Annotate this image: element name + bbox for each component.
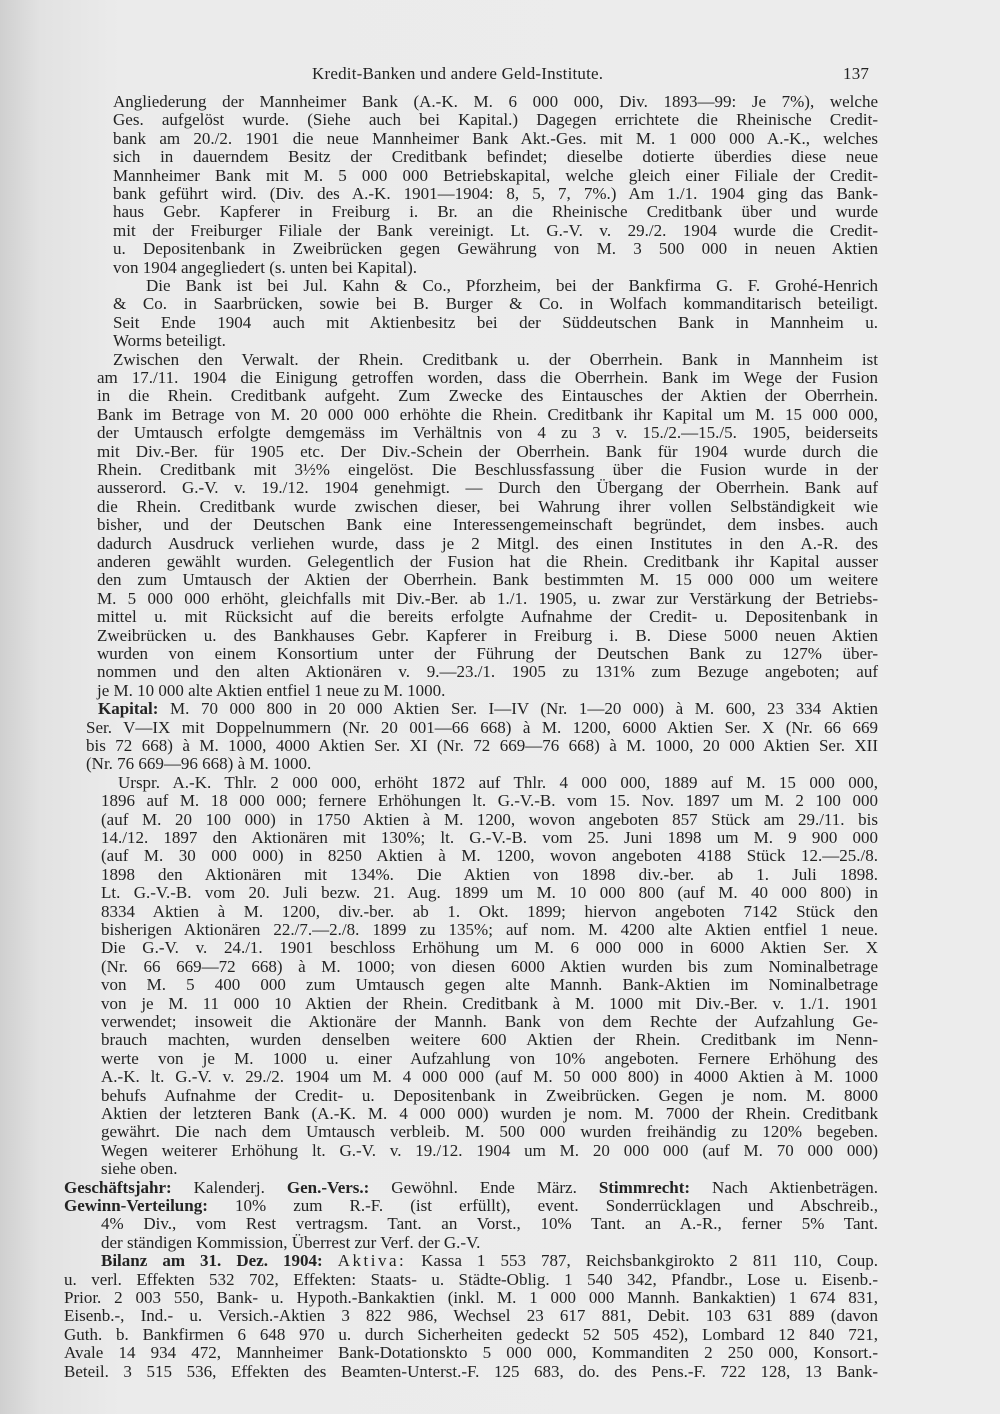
text-line xyxy=(86,737,878,755)
text-segment: nommen und den alten Aktionären v. 9.—23./1. 1905 zu 131% zum Bezuge angeboten; auf xyxy=(97,662,878,682)
text-segment: am 17./11. 1904 die Einigung getroffen worden, dass die Oberrhein. Bank im Wege der Fusion xyxy=(97,368,878,387)
text-line xyxy=(101,1031,878,1049)
text-segment: Ges. aufgelöst wurde. (Siehe auch bei Kapital.) Dagegen errichtete die Rheinische Credit- xyxy=(113,110,878,130)
text-line xyxy=(101,811,878,829)
text-line xyxy=(118,774,878,792)
text-line xyxy=(101,1142,878,1160)
text-segment: Die Bank ist bei Jul. Kahn & Co., Pforzheim, bei der Bankfirma G. F. Grohé-Henrich xyxy=(146,276,878,295)
text-segment: Bank im Betrage von M. 20 000 000 erhöhte die Rhein. Creditbank ihr Kapital um M. 15 000 000, xyxy=(97,404,878,424)
text-line xyxy=(101,1013,878,1031)
text-line xyxy=(86,755,878,773)
text-line xyxy=(97,443,878,461)
text-segment: 14./12. 1897 den Aktionären mit 130%; lt. G.-V.-B. vom 25. Juni 1898 um M. 9 900 000 xyxy=(101,828,878,847)
text-segment: M. 70 000 800 in 20 000 Aktien Ser. I—IV (Nr. 1—20 000) à M. 600, 23 334 Aktien xyxy=(158,699,878,719)
text-line xyxy=(101,1252,878,1270)
text-segment: M. 5 000 000 erhöht, gleichfalls mit Div.-Ber. ab 1./1. 1905, u. zwar zur Verstärkung der Betriebs- xyxy=(97,588,878,608)
text-segment: Die G.-V. v. 24./1. 1901 beschloss Erhöhung um M. 6 000 000 in 6000 Aktien Ser. X xyxy=(101,938,878,958)
text-line xyxy=(97,553,878,571)
text-segment: Ser. V—IX mit Doppelnummern (Nr. 20 001—66 668) à M. 1200, 6000 Aktien Ser. X (Nr. 66 669 xyxy=(86,717,878,737)
text-segment: der ständigen Kommission, Überrest zur Verf. der G.-V. xyxy=(101,1232,481,1252)
running-header-title: Kredit-Banken und andere Geld-Institute. xyxy=(312,64,604,83)
text-segment: Nach Aktienbeträgen. xyxy=(690,1177,878,1197)
text-segment: sich in dauerndem Besitz der Creditbank befindet; dieselbe dotierte überdies diese neue xyxy=(113,147,878,167)
text-line xyxy=(113,148,878,166)
text-line xyxy=(101,1160,878,1178)
text-line xyxy=(101,792,878,810)
text-segment: u. Depositenbank in Zweibrücken gegen Gewährung von M. 3 500 000 in neuen Aktien xyxy=(113,239,878,259)
text-segment: Guth. b. Bankfirmen 6 648 970 u. durch Sicherheiten gedeckt 52 505 452), Lombard 12 840 721, xyxy=(64,1324,878,1344)
text-segment: behufs Aufnahme der Credit- u. Depositenbank in Zweibrücken. Gegen je nom. M. 8000 xyxy=(101,1085,878,1105)
text-segment: siehe oben. xyxy=(101,1159,178,1179)
text-segment: Avale 14 934 472, Mannheimer Bank-Dotationskto 5 000 000, Kommanditen 2 250 000, Konsort.- xyxy=(64,1343,878,1363)
text-line xyxy=(64,1179,878,1197)
text-line xyxy=(113,130,878,148)
section-label: Kapital: xyxy=(98,699,159,719)
text-line xyxy=(101,1105,878,1123)
text-segment: 1896 auf M. 18 000 000; fernere Erhöhungen lt. G.-V.-B. vom 15. Nov. 1897 um M. 2 100 000 xyxy=(101,791,878,811)
text-segment: bank geführt wird. (Div. des A.-K. 1901—1904: 8, 5, 7, 7%.) Am 1./1. 1904 ging das Bank- xyxy=(113,184,878,203)
text-segment: wurden von einem Konsortium unter der Führung der Deutschen Bank zu 127% über- xyxy=(97,644,878,663)
text-segment: 4% Div., vom Rest vertragsm. Tant. an Vorst., 10% Tant. an A.-R., ferner 5% Tant. xyxy=(101,1214,878,1234)
text-line xyxy=(146,277,878,295)
text-line xyxy=(113,295,878,313)
text-line xyxy=(101,829,878,847)
section-label: Bilanz am 31. Dez. 1904: xyxy=(101,1251,323,1271)
text-segment: werte von je M. 1000 u. einer Aufzahlung von 10% angeboten. Fernere Erhöhung des xyxy=(101,1048,878,1068)
text-line xyxy=(101,1215,878,1233)
text-segment: Urspr. A.-K. Thlr. 2 000 000, erhöht 1872 auf Thlr. 4 000 000, 1889 auf M. 15 000 000, xyxy=(118,772,878,792)
text-segment: Aktien der letzteren Bank (A.-K. M. 4 000 000) wurden je nom. M. 7000 der Rhein. Creditbank xyxy=(101,1104,878,1123)
text-segment: dadurch Ausdruck verliehen wurde, dass je 2 Mitgl. des einen Institutes in den A.-R. des xyxy=(97,533,878,553)
text-line xyxy=(101,884,878,902)
text-line xyxy=(97,590,878,608)
text-segment: mittel u. mit Rücksicht auf die bereits erfolgte Aufnahme der Credit- u. Depositenbank in xyxy=(97,607,878,627)
text-line xyxy=(64,1289,878,1307)
text-line xyxy=(97,424,878,442)
text-segment: (Nr. 76 669—96 668) à M. 1000. xyxy=(86,754,312,774)
text-line xyxy=(113,167,878,185)
text-line xyxy=(113,185,878,203)
text-segment: Mannheimer Bank mit M. 5 000 000 Betriebskapital, welche gleich einer Filiale der Credit- xyxy=(113,165,878,185)
text-line xyxy=(101,995,878,1013)
text-line xyxy=(101,958,878,976)
text-line xyxy=(64,1363,878,1381)
text-segment: von 1904 angegliedert (s. unten bei Kapital). xyxy=(113,257,418,277)
text-line xyxy=(113,240,878,258)
text-line xyxy=(97,387,878,405)
text-line xyxy=(101,1050,878,1068)
text-segment: bisherigen Aktionären 22./7.—2./8. 1899 zu 135%; auf nom. M. 4200 alte Aktien entfiel 1 neue. xyxy=(101,920,878,939)
text-segment: haus Gebr. Kapferer in Freiburg i. Br. an die Rheinische Creditbank über und wurde xyxy=(113,202,878,222)
text-segment: bank am 20./2. 1901 die neue Mannheimer Bank Akt.-Ges. mit M. 1 000 000 A.-K., welches xyxy=(113,128,878,148)
text-line xyxy=(97,516,878,534)
text-segment: mit der Freiburger Filiale der Bank vereinigt. Lt. G.-V. v. 29./2. 1904 wurde die Credit- xyxy=(113,220,878,240)
text-line xyxy=(101,903,878,921)
text-line xyxy=(113,351,878,369)
text-segment: Angliederung der Mannheimer Bank (A.-K. M. 6 000 000, Div. 1893—99: Je 7%), welche xyxy=(113,92,878,111)
text-segment: der Umtausch erfolgte demgemäss im Verhältnis von 4 zu 3 v. 15./2.—15./5. 1905, beiderseits xyxy=(97,423,878,443)
text-line xyxy=(97,406,878,424)
text-segment: verwendet; insoweit die Aktionäre der Mannh. Bank von dem Rechte der Aufzahlung Ge- xyxy=(101,1012,878,1031)
text-line xyxy=(64,1197,878,1215)
text-segment: Beteil. 3 515 536, Effekten des Beamten-Unterst.-F. 125 683, do. des Pens.-F. 722 128, 13 Bank- xyxy=(64,1361,878,1381)
text-segment: von M. 5 400 000 zum Umtausch gegen alte Mannh. Bank-Aktien im Nominalbetrage xyxy=(101,975,878,995)
text-line xyxy=(64,1326,878,1344)
text-segment: Rhein. Creditbank mit 3½% eingelöst. Die Beschlussfassung über die Fusion wurde in der xyxy=(97,460,878,479)
text-line xyxy=(101,866,878,884)
text-line xyxy=(113,222,878,240)
text-line xyxy=(97,535,878,553)
text-line xyxy=(97,479,878,497)
text-segment: den zum Umtausch der Aktien der Oberrhein. Bank bestimmten M. 15 000 000 um weitere xyxy=(97,570,878,590)
text-segment: Zweibrücken u. des Bankhauses Gebr. Kapferer in Freiburg i. B. Diese 5000 neuen Aktien xyxy=(97,625,878,645)
text-line xyxy=(113,259,878,277)
text-line xyxy=(64,1344,878,1362)
section-label: Gewinn-Verteilung: xyxy=(64,1196,208,1215)
text-segment: Prior. 2 003 550, Bank- u. Hypoth.-Bankaktien (inkl. M. 1 000 000 Mannh. Bankaktien) 1 674 831, xyxy=(64,1288,878,1307)
text-line xyxy=(101,939,878,957)
text-line xyxy=(101,1234,878,1252)
text-line xyxy=(113,93,878,111)
text-segment: u. verl. Effekten 532 702, Effekten: Staats- u. Städte-Oblig. 1 540 342, Pfandbr., Lose u. Eisenb.- xyxy=(64,1269,878,1289)
text-line xyxy=(97,571,878,589)
text-line xyxy=(101,976,878,994)
text-line xyxy=(113,332,878,350)
text-segment: (Nr. 66 669—72 668) à M. 1000; von diesen 6000 Aktien wurden bis zum Nominalbetrage xyxy=(101,956,878,976)
text-segment: 10% zum R.-F. (ist erfüllt), event. Sonderrücklagen und Abschreib., xyxy=(207,1196,878,1215)
text-segment: bisher, und der Deutschen Bank eine Interessengemeinschaft begründet, dem insbes. auch xyxy=(97,515,878,535)
text-segment: Kalenderj. xyxy=(171,1177,287,1197)
text-line xyxy=(64,1271,878,1289)
text-segment: anderen gewählt wurden. Gelegentlich der Fusion hat die Rhein. Creditbank ihr Kapital ausser xyxy=(97,552,878,571)
text-segment: Lt. G.-V.-B. vom 20. Juli bezw. 21. Aug. 1899 um M. 10 000 800 (auf M. 40 000 800) in xyxy=(101,883,878,903)
text-line xyxy=(64,1307,878,1325)
text-line xyxy=(97,627,878,645)
text-line xyxy=(101,847,878,865)
text-line xyxy=(86,719,878,737)
spaced-label: Aktiva: xyxy=(337,1251,407,1271)
section-label: Stimmrecht: xyxy=(598,1177,691,1197)
text-segment: Eisenb.-, Ind.- u. Versich.-Aktien 3 822 986, Wechsel 23 617 881, Debit. 103 631 889 (davon xyxy=(64,1306,878,1326)
text-segment: je M. 10 000 alte Aktien entfiel 1 neue zu M. 1000. xyxy=(97,680,446,700)
text-line xyxy=(97,461,878,479)
text-segment: 1898 den Aktionären mit 134%. Die Aktien von 1898 div.-ber. ab 1. Juli 1898. xyxy=(101,864,878,884)
text-segment: Seit Ende 1904 auch mit Aktienbesitz bei der Süddeutschen Bank in Mannheim u. xyxy=(113,312,878,332)
text-line xyxy=(97,498,878,516)
text-segment: A.-K. lt. G.-V. v. 29./2. 1904 um M. 4 000 000 (auf M. 50 000 800) in 4000 Aktien à M. 1000 xyxy=(101,1067,878,1087)
text-segment: von je M. 11 000 10 Aktien der Rhein. Creditbank à M. 1000 mit Div.-Ber. v. 1./1. 1901 xyxy=(101,993,878,1013)
page-number: 137 xyxy=(843,64,870,83)
text-line xyxy=(113,203,878,221)
text-segment: (auf M. 30 000 000) in 8250 Aktien à M. 1200, wovon angeboten 4188 Stück 12.—25./8. xyxy=(101,846,878,866)
text-segment: (auf M. 20 100 000) in 1750 Aktien à M. 1200, wovon angeboten 857 Stück am 29./11. bis xyxy=(101,809,878,829)
text-segment: mit Div.-Ber. für 1905 etc. Der Div.-Schein der Oberrhein. Bank für 1904 wurde durch die xyxy=(97,441,878,461)
text-segment: Zwischen den Verwalt. der Rhein. Creditbank u. der Oberrhein. Bank in Mannheim ist xyxy=(113,349,878,369)
text-segment xyxy=(323,1251,338,1270)
text-line xyxy=(101,1087,878,1105)
text-line xyxy=(113,314,878,332)
text-segment: die Rhein. Creditbank wurde zwischen dieser, bei Wahrung ihrer vollen Selbständigkeit wie xyxy=(97,496,878,516)
text-segment: Kassa 1 553 787, Reichsbankgirokto 2 811 110, Coup. xyxy=(406,1251,878,1271)
text-segment: ausserord. G.-V. v. 19./12. 1904 genehmigt. — Durch den Übergang der Oberrhein. Bank auf xyxy=(97,478,878,498)
text-segment: bis 72 668) à M. 1000, 4000 Aktien Ser. XI (Nr. 72 669—76 668) à M. 1000, 20 000 Aktien Ser. XII xyxy=(86,736,878,755)
text-segment: Worms beteiligt. xyxy=(113,331,226,351)
text-line xyxy=(97,682,878,700)
text-line xyxy=(97,645,878,663)
text-line xyxy=(98,700,878,718)
text-segment: Gewöhnl. Ende März. xyxy=(369,1177,599,1197)
text-line xyxy=(101,1068,878,1086)
text-segment: 8334 Aktien à M. 1200, div.-ber. ab 1. Okt. 1899; hiervon angeboten 7142 Stück den xyxy=(101,901,878,921)
text-line xyxy=(97,663,878,681)
section-label: Gen.-Vers.: xyxy=(286,1177,370,1197)
text-line xyxy=(101,1123,878,1141)
text-segment: in die Rhein. Creditbank aufgeht. Zum Zwecke des Eintausches der Aktien der Oberrhein. xyxy=(97,386,878,406)
section-label: Geschäftsjahr: xyxy=(64,1177,172,1197)
text-line xyxy=(113,111,878,129)
text-line xyxy=(97,369,878,387)
text-segment: brauch machten, wurden denselben weitere 600 Aktien der Rhein. Creditbank im Nenn- xyxy=(101,1030,878,1050)
text-segment: Wegen weiterer Erhöhung lt. G.-V. v. 19./12. 1904 um M. 20 000 000 (auf M. 70 000 000) xyxy=(101,1140,878,1160)
text-line xyxy=(97,608,878,626)
text-segment: gewährt. Die nach dem Umtausch verbleib. M. 500 000 wurden freihändig zu 120% begeben. xyxy=(101,1122,878,1142)
text-segment: & Co. in Saarbrücken, sowie bei B. Burger & Co. in Wolfach kommanditarisch beteiligt. xyxy=(113,294,878,314)
text-line xyxy=(101,921,878,939)
